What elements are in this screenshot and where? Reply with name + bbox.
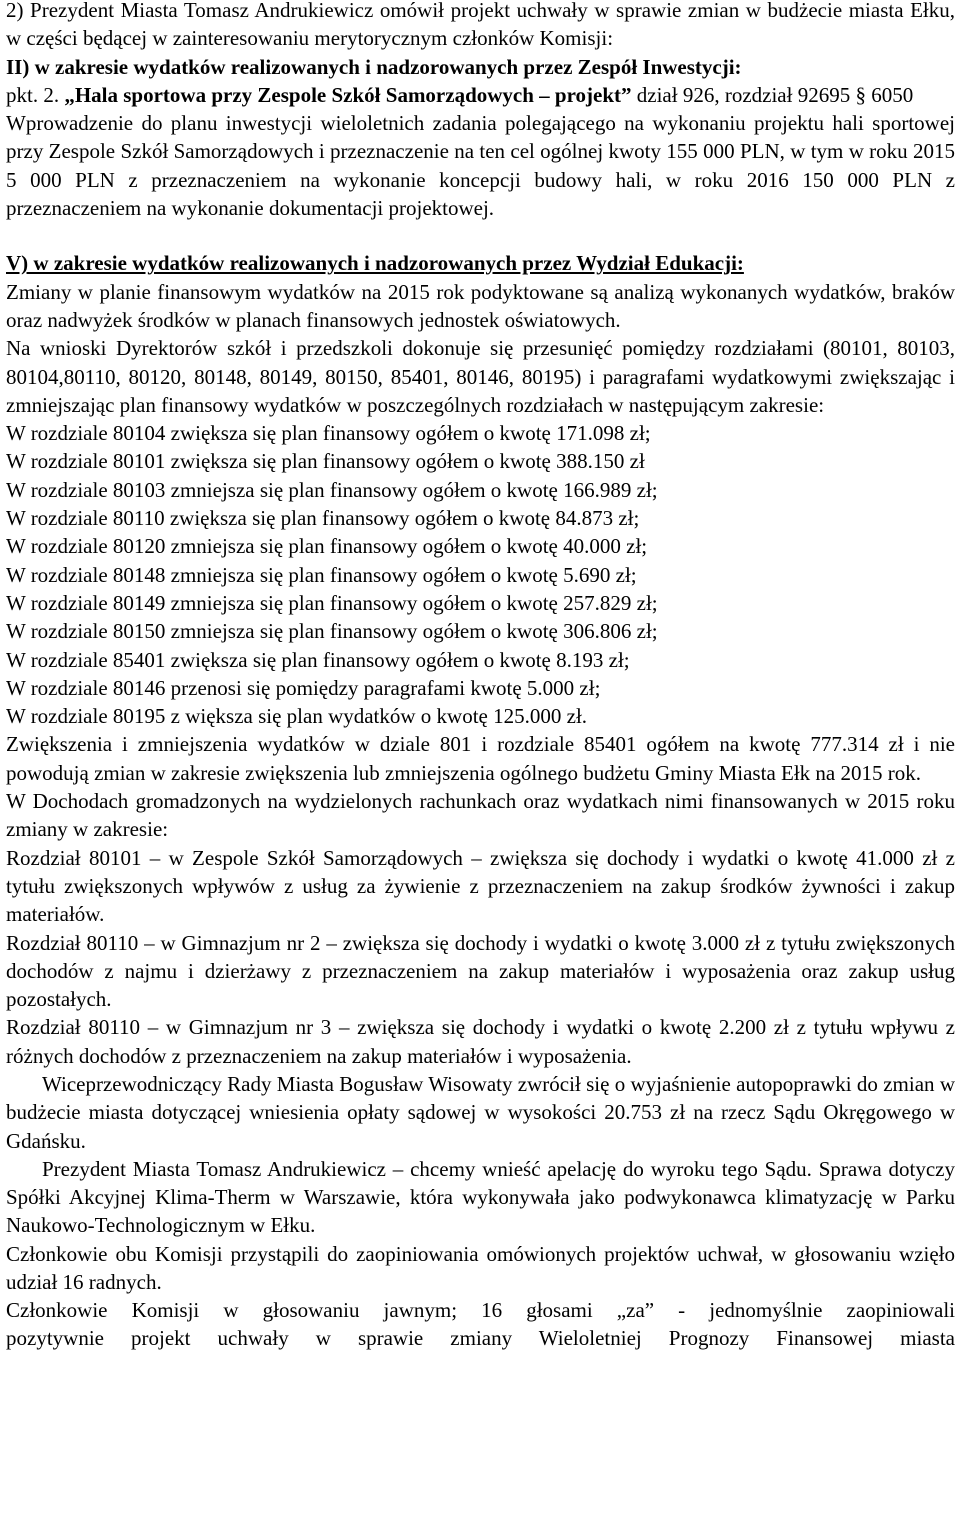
vice-chair-paragraph: Wiceprzewodniczący Rady Miasta Bogusław Wisowaty zwrócił się o wyjaśnienie autopoprawki do zmian w budżecie miasta dotyczącej wniesienia opłaty sądowej w wysokości 20.753 zł na rzecz Sądu Okręgowego w Gdańsku. <box>6 1071 955 1153</box>
education-paragraph-1: Zmiany w planie finansowym wydatków na 2015 rok podyktowane są analizą wykonanych wydatków, braków oraz nadwyżek środków w planach finansowych jednostek oświatowych. <box>6 279 955 332</box>
list-item: W rozdziale 80148 zmniejsza się plan finansowy ogółem o kwotę 5.690 zł; <box>6 562 637 587</box>
intro-paragraph: 2) Prezydent Miasta Tomasz Andrukiewicz omówił projekt uchwały w sprawie zmian w budżecie miasta Ełku, w części będącej w zainteresowaniu merytorycznym członków Komisji: <box>6 0 955 51</box>
pkt-prefix: pkt. 2. <box>6 82 65 107</box>
income-intro-paragraph: W Dochodach gromadzonych na wydzielonych rachunkach oraz wydatkach nimi finansowanych w 2015 roku zmiany w zakresie: <box>6 789 955 842</box>
heading-investment-team: II) w zakresie wydatków realizowanych i nadzorowanych przez Zespół Inwestycji: <box>6 54 742 79</box>
investment-description: Wprowadzenie do planu inwestycji wieloletnich zadania polegającego na wykonaniu projektu hali sportowej przy Zespole Szkół Samorządowych i przeznaczenie na ten cel ogólnej kwoty 155 000 PLN, w tym w roku 2015 5 000 PLN z przeznaczeniem na wykonanie koncepcji budowy hali, w roku 2016 150 000 PLN z przeznaczeniem na wykonanie dokumentacji projektowej. <box>6 111 955 221</box>
list-item: W rozdziale 80110 zwiększa się plan finansowy ogółem o kwotę 84.873 zł; <box>6 506 640 531</box>
summary-paragraph: Zwiększenia i zmniejszenia wydatków w dziale 801 i rozdziale 85401 ogółem na kwotę 777.314 zł i nie powodują zmian w zakresie zwiększenia lub zmniejszenia ogólnego budżetu Gminy Miasta Ełk na 2015 rok. <box>6 732 955 785</box>
list-item: W rozdziale 80146 przenosi się pomiędzy paragrafami kwotę 5.000 zł; <box>6 675 601 700</box>
pkt-title: „Hala sportowa przy Zespole Szkół Samorządowych – projekt” <box>64 82 632 107</box>
pkt-rest: dział 926, rozdział 92695 § 6050 <box>631 82 914 107</box>
spacer <box>6 222 955 249</box>
list-item: W rozdziale 80104 zwiększa się plan finansowy ogółem o kwotę 171.098 zł; <box>6 421 651 446</box>
pkt-2-line <box>6 81 955 109</box>
members-paragraph: Członkowie obu Komisji przystąpili do zaopiniowania omówionych projektów uchwał, w głosowaniu wzięło udział 16 radnych. <box>6 1241 955 1295</box>
income-paragraph-2: Rozdział 80110 – w Gimnazjum nr 2 – zwiększa się dochody i wydatki o kwotę 3.000 zł z tytułu zwiększonych dochodów z najmu i dzierżawy z przeznaczeniem na zakup materiałów i wyposażenia oraz zakup usług pozostałych. <box>6 930 955 1012</box>
list-item: W rozdziale 80103 zmniejsza się plan finansowy ogółem o kwotę 166.989 zł; <box>6 477 658 502</box>
list-item: W rozdziale 80120 zmniejsza się plan finansowy ogółem o kwotę 40.000 zł; <box>6 534 648 559</box>
vote-paragraph-line-2: pozytywnie projekt uchwały w sprawie zmiany Wieloletniej Prognozy Finansowej miasta <box>6 1326 955 1351</box>
income-paragraph-1: Rozdział 80101 – w Zespole Szkół Samorządowych – zwiększa się dochody i wydatki o kwotę 41.000 zł z tytułu zwiększonych wpływów z usług za żywienie z przeznaczeniem na zakup środków żywności i zakup materiałów. <box>6 845 955 927</box>
list-item: W rozdziale 80195 z większa się plan wydatków o kwotę 125.000 zł. <box>6 704 588 729</box>
vote-paragraph-line-1: Członkowie Komisji w głosowaniu jawnym; 16 głosami „za” - jednomyślnie zaopiniowali <box>6 1298 955 1323</box>
income-paragraph-3: Rozdział 80110 – w Gimnazjum nr 3 – zwiększa się dochody i wydatki o kwotę 2.200 zł z tytułu wpływu z różnych dochodów z przeznaczeniem na zakup materiałów i wyposażenia. <box>6 1015 955 1068</box>
list-item: W rozdziale 80101 zwiększa się plan finansowy ogółem o kwotę 388.150 zł <box>6 449 645 474</box>
chapter-changes-list <box>6 419 955 730</box>
list-item: W rozdziale 85401 zwiększa się plan finansowy ogółem o kwotę 8.193 zł; <box>6 647 630 672</box>
list-item: W rozdziale 80149 zmniejsza się plan finansowy ogółem o kwotę 257.829 zł; <box>6 590 658 615</box>
heading-education-department: V) w zakresie wydatków realizowanych i nadzorowanych przez Wydział Edukacji: <box>6 251 744 276</box>
president-paragraph: Prezydent Miasta Tomasz Andrukiewicz – chcemy wnieść apelację do wyroku tego Sądu. Sprawa dotyczy Spółki Akcyjnej Klima-Therm w Warszawie, która wykonywała jako podwykonawca klimatyzację w Parku Naukowo-Technologicznym w Ełku. <box>6 1156 955 1238</box>
list-item: W rozdziale 80150 zmniejsza się plan finansowy ogółem o kwotę 306.806 zł; <box>6 619 658 644</box>
education-paragraph-2: Na wnioski Dyrektorów szkół i przedszkoli dokonuje się przesunięć pomiędzy rozdziałami (80101, 80103, 80104,80110, 80120, 80148, 80149, 80150, 85401, 80146, 80195) i paragrafami wydatkowymi zwiększając i zmniejszając plan finansowy wydatków w poszczególnych rozdziałach w następującym zakresie: <box>6 336 955 417</box>
